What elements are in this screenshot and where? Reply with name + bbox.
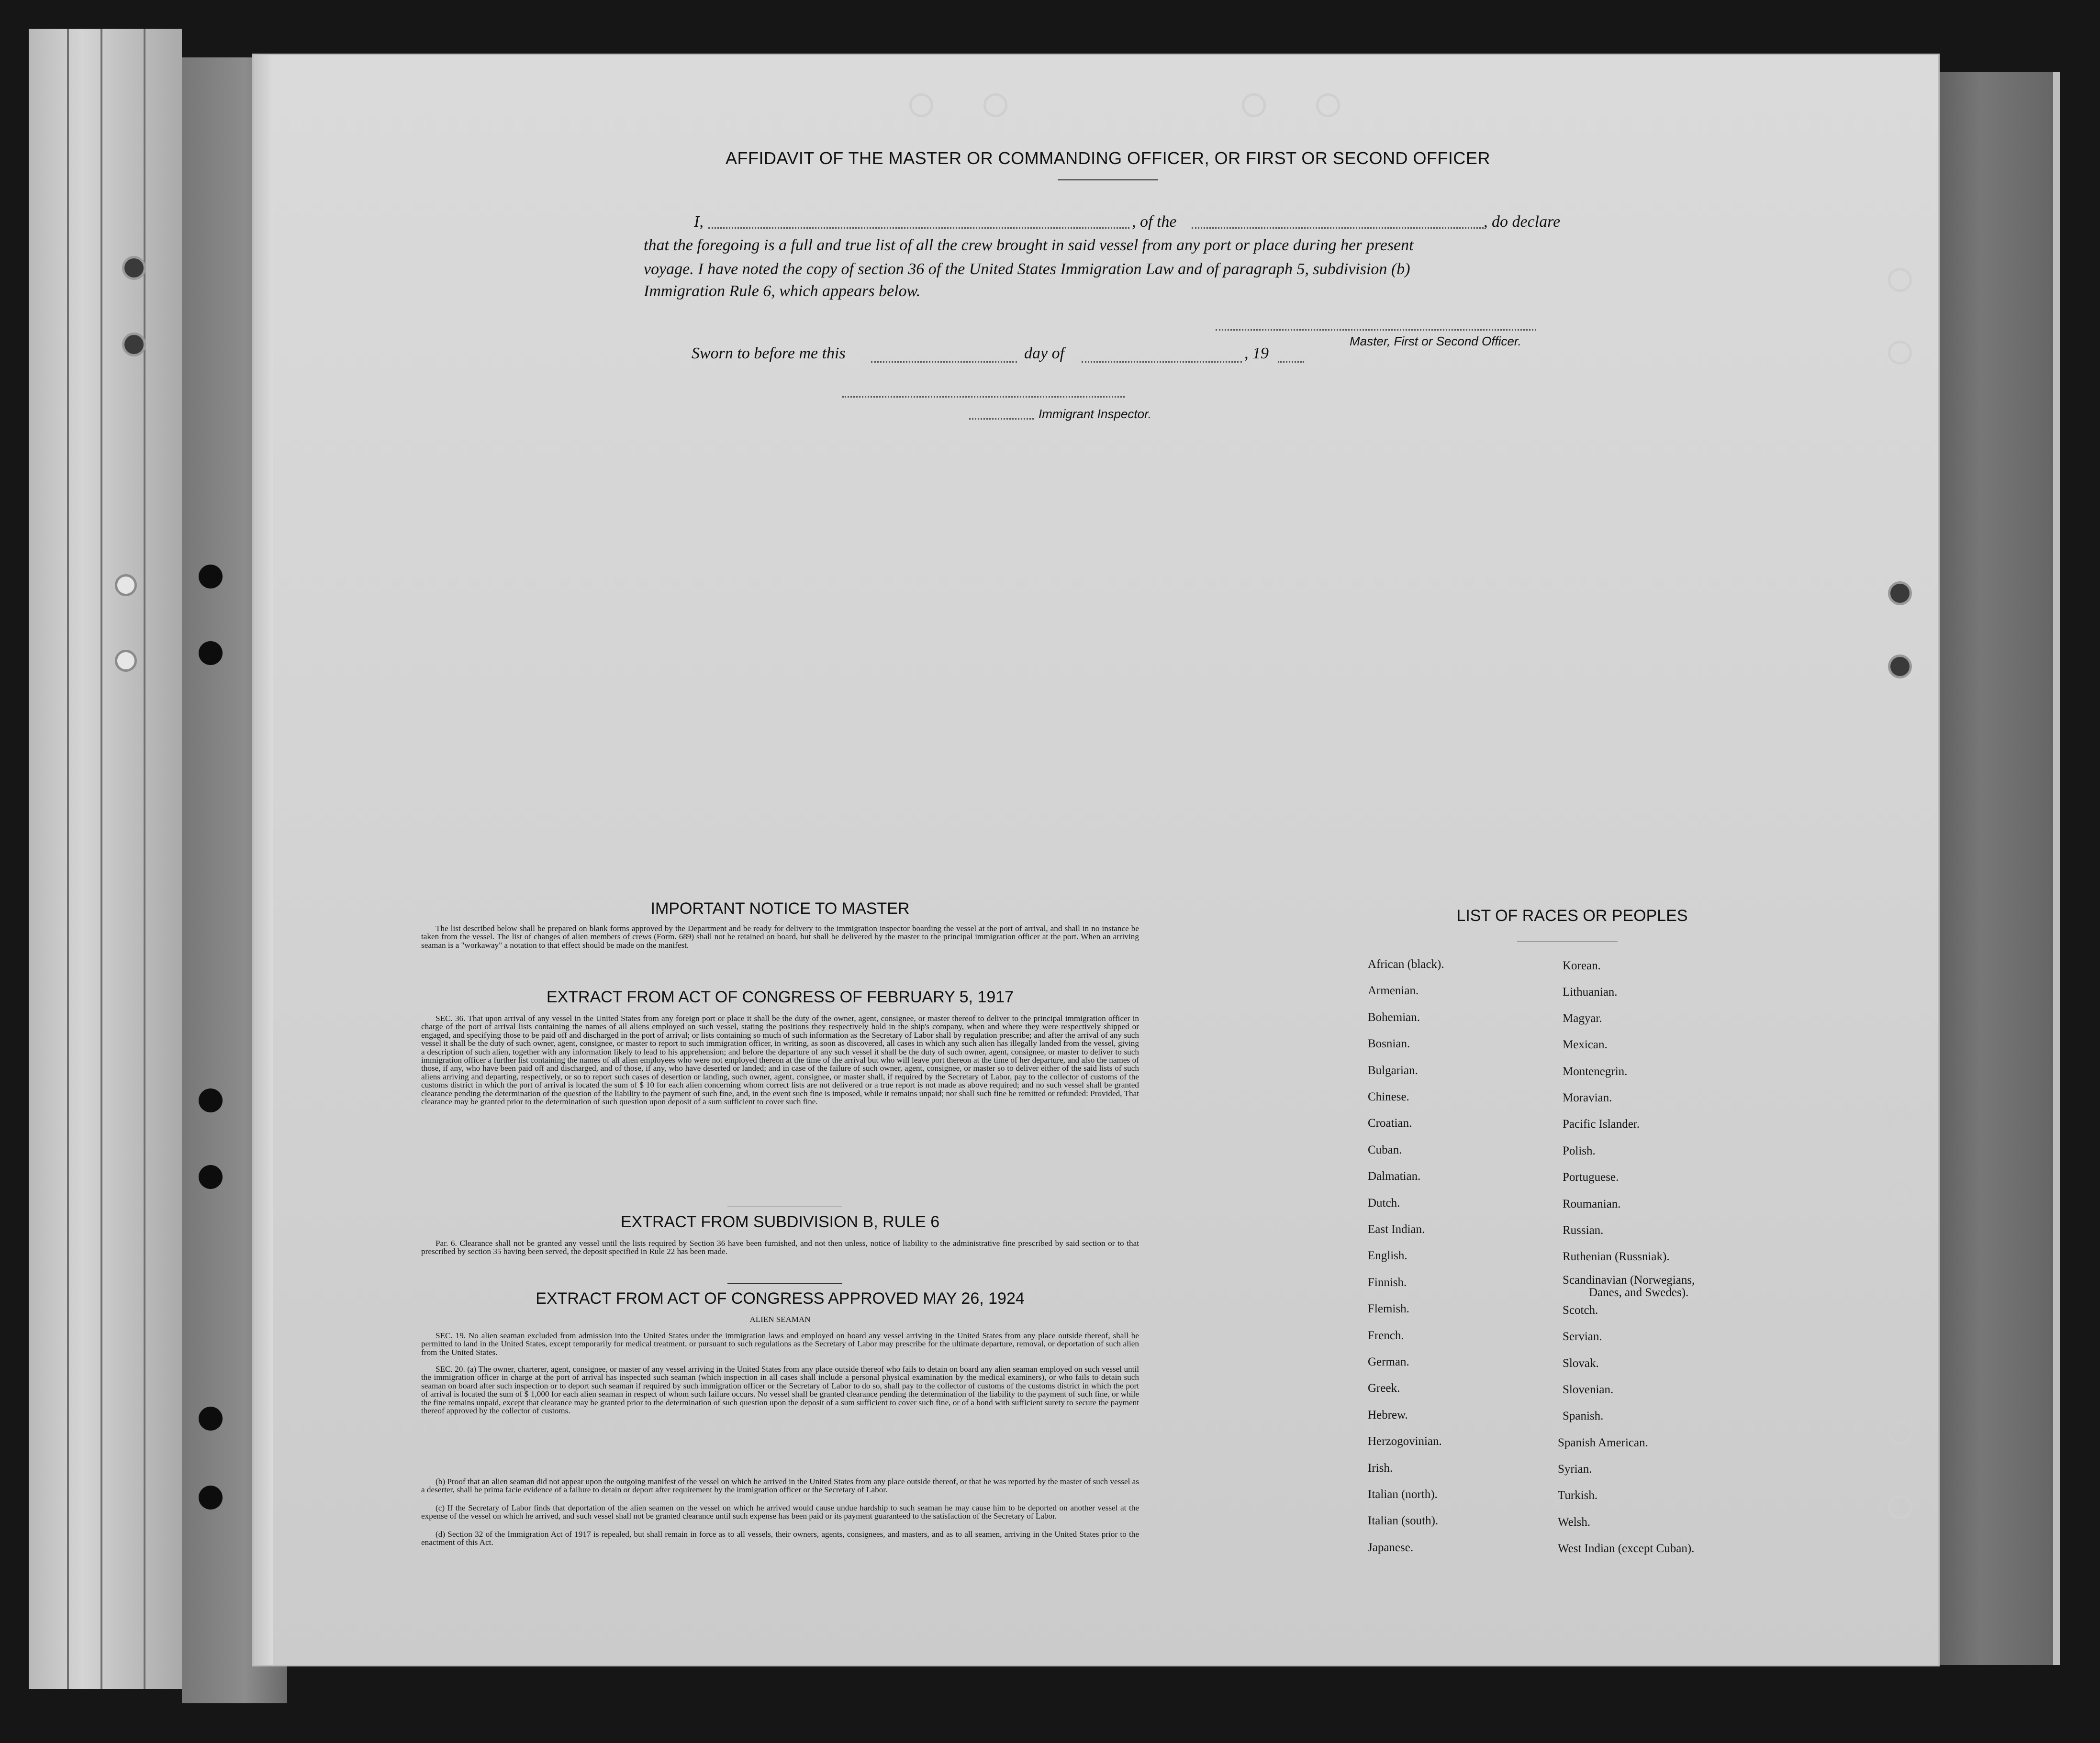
vessel-blank [1192, 213, 1484, 229]
race-right-item: Portuguese. [1563, 1171, 1619, 1184]
stacked-pages-edge [29, 29, 182, 1689]
extract-rule6-title: EXTRACT FROM SUBDIVISION B, RULE 6 [620, 1213, 940, 1231]
section-divider [727, 1283, 842, 1284]
master-signature-label: Master, First or Second Officer. [1350, 334, 1521, 348]
title-divider [1058, 179, 1158, 180]
affidavit-of-the-label: , of the [1132, 213, 1177, 231]
race-right-item: Danes, and Swedes). [1589, 1286, 1689, 1299]
name-blank [708, 213, 1129, 229]
race-right-item: Polish. [1563, 1144, 1596, 1157]
punch-hole [983, 93, 1007, 117]
year-blank [1278, 352, 1304, 363]
punch-hole [1888, 341, 1912, 365]
page-edge-line [67, 29, 69, 1689]
race-left-item: Dalmatian. [1368, 1170, 1421, 1183]
punch-hole [909, 93, 933, 117]
race-right-item: Turkish. [1558, 1489, 1598, 1502]
race-right-item: Russian. [1563, 1224, 1604, 1237]
underlying-page-edge [2053, 72, 2060, 1665]
punch-hole [1316, 93, 1340, 117]
race-left-item: Greek. [1368, 1382, 1400, 1395]
punch-hole [1242, 93, 1266, 117]
page-fold [254, 55, 273, 1665]
race-right-item: Lithuanian. [1563, 986, 1618, 999]
page-edge-line [101, 29, 102, 1689]
race-right-item: Scotch. [1563, 1304, 1598, 1317]
punch-hole [1888, 1182, 1912, 1206]
affidavit-line-2: that the foregoing is a full and true list of all the crew brought in said vessel from any port or place during her present [644, 236, 1414, 254]
race-left-item: Hebrew. [1368, 1408, 1408, 1421]
race-right-item: Welsh. [1558, 1516, 1591, 1529]
extract-rule6-text: Par. 6. Clearance shall not be granted any vessel until the lists required by Section 36 have been furnished, and not then unless, notice of liability to the administrative fine prescribed by said section or to that prescribed by section 35 having been served, the deposit specified in Rule 22 has been made. [421, 1239, 1139, 1256]
race-left-item: Italian (south). [1368, 1514, 1439, 1528]
race-left-item: Croatian. [1368, 1117, 1412, 1130]
underlying-page [1933, 72, 2053, 1665]
race-right-item: Scandinavian (Norwegians, [1563, 1274, 1695, 1287]
punch-hole [199, 565, 223, 588]
race-right-item: Magyar. [1563, 1012, 1602, 1025]
race-right-item: Montenegrin. [1563, 1065, 1628, 1078]
extract-1917-title: EXTRACT FROM ACT OF CONGRESS OF FEBRUARY 5, 1917 [546, 988, 1014, 1006]
race-left-item: Armenian. [1368, 984, 1419, 998]
race-left-item: Flemish. [1368, 1302, 1409, 1316]
extract-1924-sec20c: (c) If the Secretary of Labor finds that deportation of the alien seamen on the vessel on which he arrived would cause undue hardship to such seaman he may cause him to be deported on another vessel at the expense of the vessel on which he arrived, and such vessel shall not be granted clearance until such expense has been paid or its payment guaranteed to the satisfaction of the Secretary of Labor. [421, 1503, 1139, 1521]
race-right-item: Ruthenian (Russniak). [1563, 1250, 1670, 1263]
punch-hole [1888, 1495, 1912, 1519]
affidavit-i-label: I, [694, 213, 704, 231]
punch-hole [1888, 268, 1912, 292]
punch-hole [1888, 581, 1912, 605]
master-signature-line [1216, 320, 1536, 331]
race-left-item: African (black). [1368, 958, 1444, 971]
extract-1924-sec20d: (d) Section 32 of the Immigration Act of 1917 is repealed, but shall remain in force as to all vessels, their owners, agents, consignees, and masters, and as to all seamen, arriving in the United States prior to the enactment of this Act. [421, 1530, 1139, 1547]
race-right-item: West Indian (except Cuban). [1558, 1542, 1695, 1555]
race-left-item: Herzogovinian. [1368, 1435, 1442, 1448]
punch-hole [115, 574, 137, 596]
punch-hole [199, 1407, 223, 1431]
race-left-item: Cuban. [1368, 1143, 1402, 1156]
extract-1924-title: EXTRACT FROM ACT OF CONGRESS APPROVED MAY 26, 1924 [536, 1289, 1025, 1308]
affidavit-title: AFFIDAVIT OF THE MASTER OR COMMANDING OFFICER, OR FIRST OR SECOND OFFICER [726, 148, 1490, 168]
inspector-signature-line [842, 387, 1125, 398]
race-left-item: Chinese. [1368, 1090, 1409, 1103]
race-left-item: Finnish. [1368, 1276, 1407, 1289]
race-left-item: German. [1368, 1355, 1409, 1368]
punch-hole [115, 650, 137, 672]
race-left-item: Bosnian. [1368, 1037, 1410, 1051]
sworn-month-blank [1082, 352, 1242, 363]
year-label: , 19 [1244, 344, 1269, 362]
affidavit-line-3: voyage. I have noted the copy of section 36 of the United States Immigration Law and of paragraph 5, subdivision (b) [644, 260, 1410, 278]
race-right-item: Syrian. [1558, 1463, 1592, 1476]
race-right-item: Slovenian. [1563, 1383, 1614, 1396]
notice-text: The list described below shall be prepared on blank forms approved by the Department and be ready for delivery to the immigration inspector boarding the vessel at the port of arrival, and shall in no instance be taken from the vessel. The list of changes of alien members of crews (Form. 689) shall not be retained on board, but shall be delivered by the master to the principal immigration officer at the port. When an arriving seaman is a "workaway" a notation to that effect should be made on the manifest. [421, 924, 1139, 950]
affidavit-line-4: Immigration Rule 6, which appears below. [644, 282, 921, 300]
race-right-item: Spanish. [1563, 1410, 1604, 1422]
race-left-item: Bohemian. [1368, 1010, 1420, 1024]
sworn-label: Sworn to before me this [692, 344, 846, 362]
extract-1924-sec19: SEC. 19. No alien seaman excluded from admission into the United States under the immigration laws and employed on board any vessel arriving in the United States from any place outside thereof, shall be permitted to land in the United States, except temporarily for medical treatment, or pursuant to such regulations as the Secretary of Labor may prescribe for the ultimate departure, removal, or deportation of such alien from the United States. [421, 1331, 1139, 1357]
race-left-item: Bulgarian. [1368, 1064, 1418, 1077]
race-left-item: Italian (north). [1368, 1488, 1438, 1501]
page-edge-line [144, 29, 145, 1689]
race-right-item: Slovak. [1563, 1357, 1599, 1370]
inspector-dots [969, 412, 1034, 420]
inspector-label: Immigrant Inspector. [1039, 407, 1152, 421]
punch-hole [122, 333, 146, 356]
punch-hole [1888, 1421, 1912, 1445]
race-left-item: English. [1368, 1249, 1407, 1263]
punch-hole [199, 1165, 223, 1189]
extract-1924-sec20a: SEC. 20. (a) The owner, charterer, agent, consignee, or master of any vessel arriving in the United States from any place outside thereof who fails to detain on board any alien seaman employed on such vessel until the immigration officer in charge at the port of arrival has inspected such seaman (which inspection in all cases shall include a personal physical examination by the medical examiners), or who fails to detain such seaman on board after such inspection or to deport such seaman if required by such immigration officer or the Secretary of Labor to do so, shall pay to the collector of customs of the customs district in which the port of arrival is located the sum of $ 1,000 for each alien seaman in respect of whom such failure occurs. No vessel shall be granted clearance pending the determination of the liability to the payment of such fine, or while the fine remains unpaid, except that clearance may be granted prior to the determination of such question upon the deposit of a sum sufficient to cover such fine, or of a bond with sufficient surety to secure the payment thereof approved by the collector of customs. [421, 1365, 1139, 1416]
sworn-day-blank [871, 352, 1017, 363]
day-of-label: day of [1024, 344, 1065, 362]
race-right-item: Mexican. [1563, 1038, 1608, 1051]
race-right-item: Spanish American. [1558, 1436, 1648, 1449]
punch-hole [199, 641, 223, 665]
punch-hole [1888, 1109, 1912, 1133]
alien-seaman-subtitle: ALIEN SEAMAN [749, 1315, 811, 1324]
affidavit-declare-label: , do declare [1484, 213, 1561, 231]
race-left-item: Irish. [1368, 1461, 1393, 1475]
punch-hole [199, 1088, 223, 1112]
notice-title: IMPORTANT NOTICE TO MASTER [650, 899, 910, 918]
punch-hole [122, 256, 146, 280]
races-title: LIST OF RACES OR PEOPLES [1456, 907, 1688, 925]
extract-1917-text: SEC. 36. That upon arrival of any vessel in the United States from any foreign port or place it shall be the duty of the owner, agent, consignee, or master thereof to deliver to the principal immigration officer in charge of the port of arrival lists containing the names of all aliens employed on such vessel, stating the positions they respectively hold in the ship's company, when and where they were respectively shipped or engaged, and specifying those to be paid off and discharged in the port of arrival; or lists containing so much of such information as the Secretary of Labor shall by regulation prescribe; and after the arrival of any such vessel it shall be the duty of such owner, agent, consignee, or master to report to such immigration officer, in writing, as soon as discovered, all cases in which any such alien has illegally landed from the vessel, giving a description of such alien, together with any information likely to lead to his apprehension; and before the departure of any such vessel it shall be the duty of such owner, agent, consignee, or master to deliver to such immigration officer a further list containing the names of all alien employees who were not employed thereon at the time of the arrival but who will leave port thereon at the time of her departure, and also the names of those, if any, who have been paid off and discharged, and of those, if any, who have deserted or landed; and in case of the failure of such owner, agent, consignee, or master so to deliver either of the said lists of such aliens arriving and departing, respectively, or so to report such cases of desertion or landing, such owner, agent, consignee, or master shall, if required by the Secretary of Labor, pay to the collector of customs of the customs district in which the port of arrival is located the sum of $ 10 for each alien concerning whom correct lists are not delivered or a true report is not made as above required; and no such vessel shall be granted clearance pending the determination of the question of the liability to the payment of such fine, and, in the event such fine is imposed, while it remains unpaid; nor shall such fine be remitted or refunded: Provided, That clearance may be granted prior to the determination of such question upon deposit of a sum sufficient to cover such fine. [421, 1014, 1139, 1107]
race-right-item: Servian. [1563, 1330, 1602, 1343]
race-right-item: Korean. [1563, 959, 1601, 972]
race-right-item: Moravian. [1563, 1091, 1612, 1104]
punch-hole [199, 1486, 223, 1510]
race-right-item: Pacific Islander. [1563, 1118, 1640, 1131]
punch-hole [1888, 655, 1912, 678]
race-right-item: Roumanian. [1563, 1198, 1621, 1210]
extract-1924-sec20b: (b) Proof that an alien seaman did not appear upon the outgoing manifest of the vessel on which he arrived in the United States from any place outside thereof, or that he was reported by the master of such vessel as a deserter, shall be prima facie evidence of a failure to detain or deport after requirement by the immigration officer or the Secretary of Labor. [421, 1477, 1139, 1495]
race-left-item: Dutch. [1368, 1196, 1400, 1210]
race-left-item: French. [1368, 1329, 1404, 1342]
race-left-item: Japanese. [1368, 1541, 1414, 1554]
race-left-item: East Indian. [1368, 1223, 1425, 1236]
